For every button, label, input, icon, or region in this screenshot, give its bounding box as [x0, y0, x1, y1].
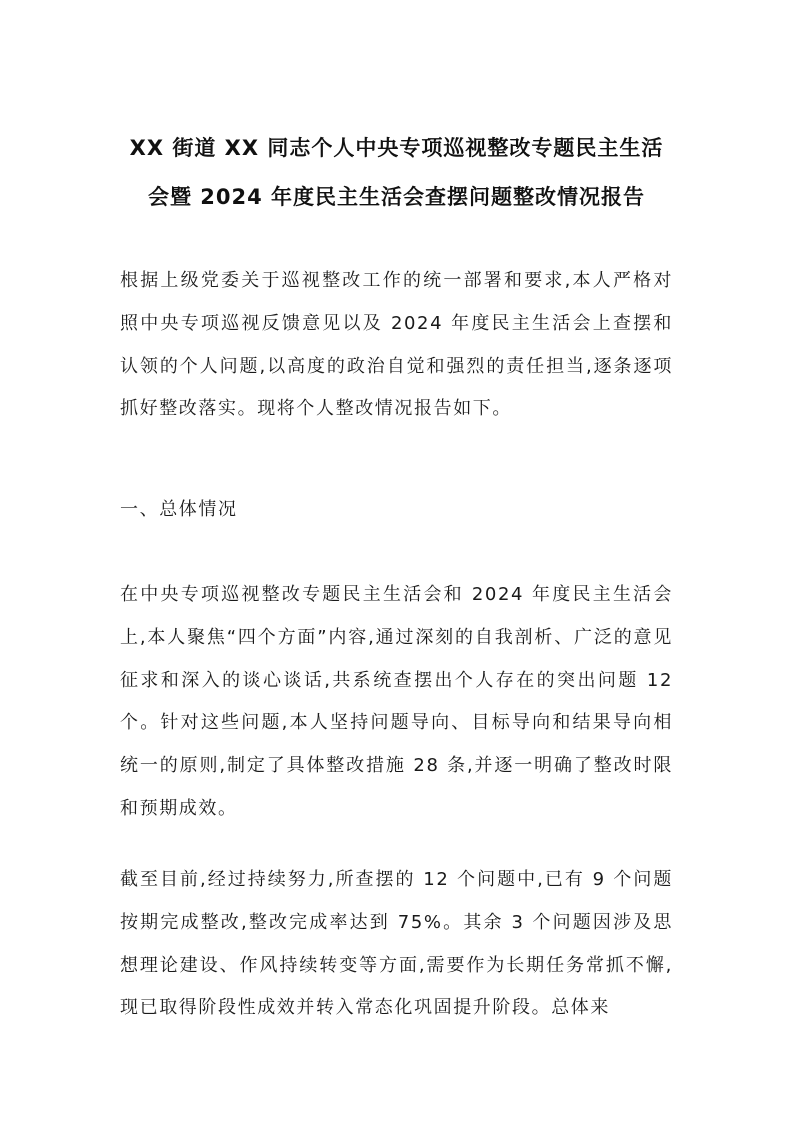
- document-title: [100, 124, 693, 222]
- overall-paragraph-1: 在中央专项巡视整改专题民主生活会和 2024 年度民主生活会上,本人聚焦“四个方面”内容,通过深刻的自我剖析、广泛的意见征求和深入的谈心谈话,共系统查摆出个人存在的突出问题 12 个。针对这些问题,本人坚持问题导向、目标导向和结果导向相统一的原则,制定了具体整改措施 28 条,并逐一明确了整改时限和预期成效。: [120, 584, 673, 819]
- intro-paragraph: 根据上级党委关于巡视整改工作的统一部署和要求,本人严格对照中央专项巡视反馈意见以及 2024 年度民主生活会上查摆和认领的个人问题,以高度的政治自觉和强烈的责任担当,逐条逐项抓好整改落实。现将个人整改情况报告如下。: [120, 270, 673, 420]
- overall-paragraph-2: 截至目前,经过持续努力,所查摆的 12 个问题中,已有 9 个问题按期完成整改,整改完成率达到 75%。其余 3 个问题因涉及思想理论建设、作风持续转变等方面,需要作为长期任务常抓不懈,现已取得阶段性成效并转入常态化巩固提升阶段。总体来: [120, 869, 673, 1019]
- section-heading-overall: 一、总体情况: [120, 499, 238, 520]
- title-line-1: XX 街道 XX 同志个人中央专项巡视整改专题民主生活: [129, 136, 664, 160]
- title-line-2: 会暨 2024 年度民主生活会查摆问题整改情况报告: [147, 185, 646, 209]
